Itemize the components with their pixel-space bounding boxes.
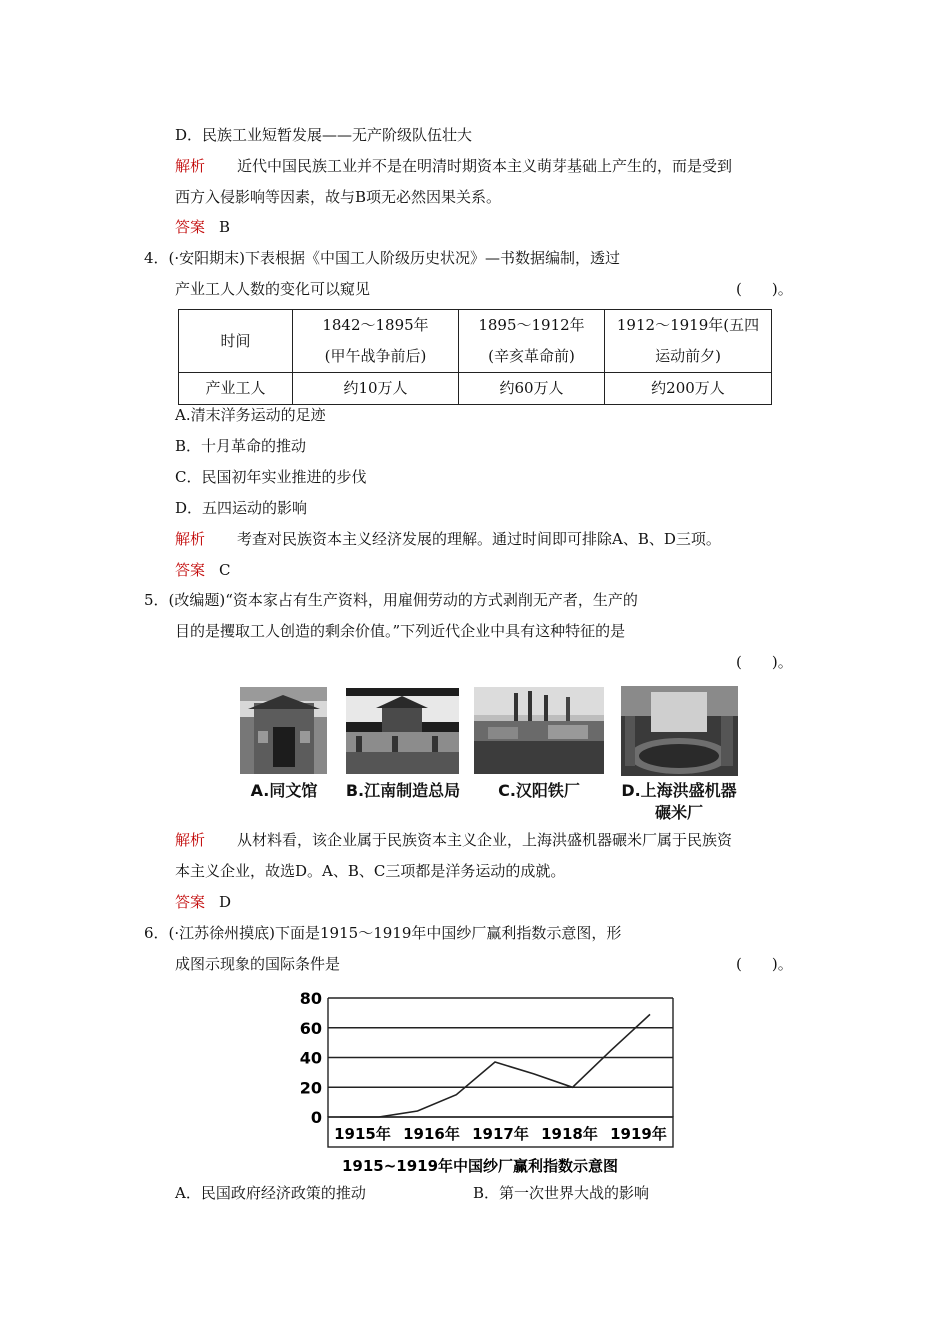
x-axis-ticks <box>334 1125 667 1143</box>
q4-option-b: B．十月革命的推动 <box>175 437 307 455</box>
x-tick-label: 1917年 <box>472 1125 529 1143</box>
q3-analysis-line1 <box>175 156 732 176</box>
q6-option-a: A．民国政府经济政策的推动 <box>175 1184 366 1202</box>
answer-label: 答案 <box>175 561 206 579</box>
y-tick-label: 0 <box>310 1108 322 1127</box>
analysis-text: 近代中国民族工业并不是在明清时期资本主义萌芽基础上产生的，而是受到 <box>237 157 733 175</box>
answer-label: 答案 <box>175 893 206 911</box>
chart-title: 1915~1919年中国纱厂赢利指数示意图 <box>341 1157 619 1175</box>
q6-stem-line2: 成图示现象的国际条件是 <box>175 955 341 973</box>
q4-answer-paren: ( )。 <box>736 280 793 298</box>
answer-label: 答案 <box>175 218 206 236</box>
q6-option-b: B．第一次世界大战的影响 <box>473 1184 650 1202</box>
q3-analysis-line2: 西方入侵影响等因素，故与B项无必然因果关系。 <box>175 188 502 206</box>
x-tick-label: 1916年 <box>403 1125 460 1143</box>
photo-tongwenguan <box>240 687 327 774</box>
y-tick-label: 40 <box>299 1048 322 1068</box>
analysis-label: 解析 <box>175 157 206 175</box>
analysis-text: 从材料看，该企业属于民族资本主义企业，上海洪盛机器碾米厂属于民族资 <box>237 831 733 849</box>
answer-value: C <box>219 561 231 579</box>
q3-option-d: D．民族工业短暂发展——无产阶级队伍壮大 <box>175 126 473 144</box>
x-tick-label: 1915年 <box>334 1125 391 1143</box>
q5-stem-line1: 5．(改编题)“资本家占有生产资料，用雇佣劳动的方式剥削无产者，生产的 <box>144 591 638 609</box>
profit-index-chart <box>290 985 690 1180</box>
q4-stem-line1: 4．(·安阳期末)下表根据《中国工人阶级历史状况》—书数据编制，透过 <box>144 249 621 267</box>
answer-value: D <box>219 893 232 911</box>
q4-option-c: C．民国初年实业推进的步伐 <box>175 468 367 486</box>
analysis-text: 考查对民族资本主义经济发展的理解。通过时间即可排除A、B、D三项。 <box>237 530 721 548</box>
table-row-label: 产业工人 <box>179 373 293 405</box>
q4-answer <box>175 560 231 580</box>
photo-jiangnan-arsenal <box>346 688 459 774</box>
q6-stem-line1: 6．(·江苏徐州摸底)下面是1915～1919年中国纱厂赢利指数示意图，形 <box>144 924 622 942</box>
caption-a: A.同文馆 <box>250 781 318 800</box>
q4-stem-line2: 产业工人人数的变化可以窥见 <box>175 280 371 298</box>
table-cell: 约200万人 <box>605 373 772 405</box>
y-tick-label: 80 <box>299 989 322 1008</box>
table-cell: 1912～1919年(五四 运动前夕) <box>605 310 772 373</box>
q4-option-d: D．五四运动的影响 <box>175 499 308 517</box>
table-cell: 1895～1912年 (辛亥革命前) <box>459 310 605 373</box>
series-line <box>340 1014 650 1117</box>
table-row <box>179 310 772 373</box>
q4-analysis <box>175 529 721 549</box>
caption-d: D.上海洪盛机器 碾米厂 <box>621 781 737 822</box>
answer-value: B <box>219 218 231 236</box>
y-tick-label: 20 <box>299 1078 322 1098</box>
table-cell: 约60万人 <box>459 373 605 405</box>
q6-answer-paren: ( )。 <box>736 955 793 973</box>
caption-b: B.江南制造总局 <box>345 781 461 800</box>
table-cell: 1842～1895年 (甲午战争前后) <box>293 310 459 373</box>
photo-hanyang-ironworks <box>474 687 604 774</box>
q5-answer-paren: ( )。 <box>736 653 793 671</box>
q4-data-table <box>178 309 772 405</box>
x-tick-label: 1918年 <box>541 1125 598 1143</box>
analysis-label: 解析 <box>175 831 206 849</box>
table-cell: 约10万人 <box>293 373 459 405</box>
q5-answer <box>175 892 231 912</box>
analysis-label: 解析 <box>175 530 206 548</box>
y-axis-ticks <box>300 989 322 1127</box>
table-header-label: 时间 <box>179 310 293 373</box>
photo-hongsheng-mill <box>621 686 738 776</box>
q5-analysis-line2: 本主义企业，故选D。A、B、C三项都是洋务运动的成就。 <box>175 862 566 880</box>
y-tick-label: 60 <box>299 1018 322 1038</box>
q3-answer <box>175 217 230 237</box>
q5-analysis-line1 <box>175 830 732 850</box>
q5-stem-line2: 目的是攫取工人创造的剩余价值。”下列近代企业中具有这种特征的是 <box>175 622 626 640</box>
caption-c: C.汉阳铁厂 <box>498 781 580 800</box>
table-row <box>179 373 772 405</box>
q4-option-a: A.清末洋务运动的足迹 <box>175 406 326 424</box>
x-tick-label: 1919年 <box>610 1125 667 1143</box>
